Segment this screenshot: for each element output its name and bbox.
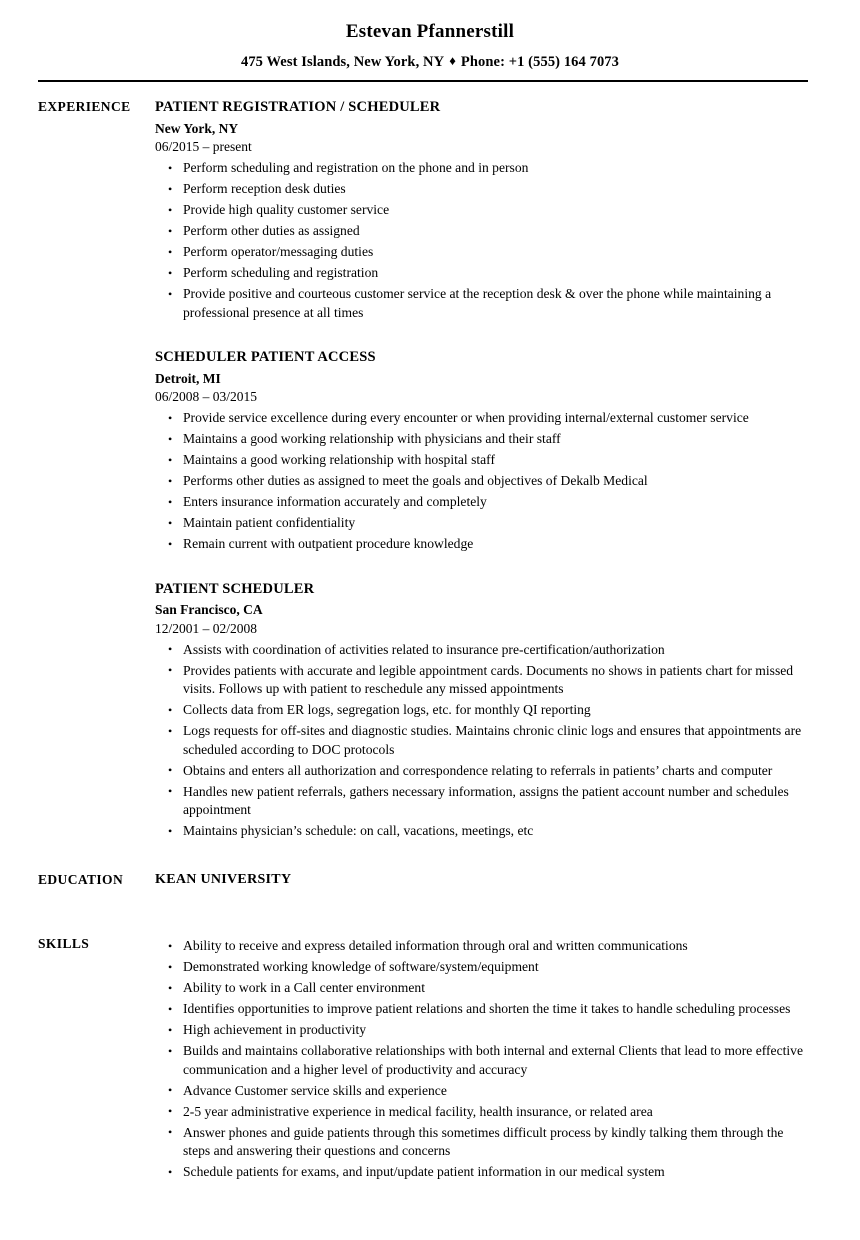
contact-address: 475 West Islands, New York, NY bbox=[240, 53, 445, 70]
list-item: • Collects data from ER logs, segregation logs, etc. for monthly QI reporting bbox=[155, 701, 810, 719]
list-item: • Perform scheduling and registration on the phone and in person bbox=[155, 159, 810, 177]
list-item: • Perform reception desk duties bbox=[155, 180, 810, 198]
job-title: PATIENT SCHEDULER bbox=[155, 580, 315, 597]
list-item: • Perform other duties as assigned bbox=[155, 222, 810, 240]
list-item: • Advance Customer service skills and experience bbox=[155, 1082, 810, 1100]
job-entry bbox=[155, 98, 810, 322]
list-item: • Provide positive and courteous customer service at the reception desk & over the phone while maintaining a professional presence at all times bbox=[155, 285, 810, 322]
list-item: • Maintains physician’s schedule: on call, vacations, meetings, etc bbox=[155, 822, 810, 840]
skills-section-body bbox=[155, 935, 810, 1182]
education-school-name: KEAN UNIVERSITY bbox=[155, 871, 292, 887]
job-location: New York, NY bbox=[155, 120, 239, 136]
list-item: • Schedule patients for exams, and input/update patient information in our medical system bbox=[155, 1163, 810, 1181]
list-item: • Demonstrated working knowledge of software/system/equipment bbox=[155, 958, 810, 976]
job-responsibility-list bbox=[155, 159, 810, 322]
job-responsibility-list bbox=[155, 641, 810, 841]
list-item: • Performs other duties as assigned to meet the goals and objectives of Dekalb Medical bbox=[155, 472, 810, 490]
list-item: • Provide service excellence during every encounter or when providing internal/external customer service bbox=[155, 409, 810, 427]
experience-section-label: EXPERIENCE bbox=[38, 99, 131, 115]
list-item: • High achievement in productivity bbox=[155, 1021, 810, 1039]
list-item: • Obtains and enters all authorization and correspondence relating to referrals in patients’ charts and computer bbox=[155, 762, 810, 780]
job-dates: 06/2008 – 03/2015 bbox=[155, 389, 258, 405]
list-item: • Answer phones and guide patients through this sometimes difficult process by kindly talking them through the steps and answering their questions and concerns bbox=[155, 1124, 810, 1161]
job-title: SCHEDULER PATIENT ACCESS bbox=[155, 349, 376, 366]
list-item: • Provides patients with accurate and legible appointment cards. Documents no shows in patients chart for missed visits. Follows up with patient to reschedule any missed appointments bbox=[155, 662, 810, 699]
list-item: • Builds and maintains collaborative relationships with both internal and external Clients that lead to more effective communication and a higher level of productivity and accuracy bbox=[155, 1042, 810, 1079]
list-item: • Perform scheduling and registration bbox=[155, 264, 810, 282]
list-item: • Assists with coordination of activities related to insurance pre-certification/authorization bbox=[155, 641, 810, 659]
education-section bbox=[0, 871, 860, 889]
job-location: San Francisco, CA bbox=[155, 602, 263, 618]
skills-list bbox=[155, 937, 810, 1181]
list-item: • Ability to receive and express detailed information through oral and written communications bbox=[155, 937, 810, 955]
list-item: • Logs requests for off-sites and diagnostic studies. Maintains chronic clinic logs and ensures that appointments are scheduled according to DOC protocols bbox=[155, 722, 810, 759]
list-item: • Remain current with outpatient procedure knowledge bbox=[155, 535, 810, 553]
list-item: • Perform operator/messaging duties bbox=[155, 243, 810, 261]
list-item: • Maintain patient confidentiality bbox=[155, 514, 810, 532]
job-dates: 12/2001 – 02/2008 bbox=[155, 620, 258, 636]
list-item: • Maintains a good working relationship with physicians and their staff bbox=[155, 430, 810, 448]
skills-section bbox=[0, 935, 860, 1182]
list-item: • Provide high quality customer service bbox=[155, 201, 810, 219]
education-section-body bbox=[155, 871, 810, 889]
header-divider bbox=[38, 80, 808, 83]
skills-section-label: SKILLS bbox=[38, 935, 90, 951]
experience-section-body bbox=[155, 98, 810, 840]
job-responsibility-list bbox=[155, 409, 810, 553]
list-item: • Ability to work in a Call center environment bbox=[155, 979, 810, 997]
list-item: • Handles new patient referrals, gathers necessary information, assigns the patient account number and schedules appointment bbox=[155, 783, 810, 820]
list-item: • Enters insurance information accurately and completely bbox=[155, 493, 810, 511]
job-title: PATIENT REGISTRATION / SCHEDULER bbox=[155, 99, 441, 116]
diamond-separator-icon: ♦ bbox=[449, 52, 456, 68]
list-item: • 2-5 year administrative experience in medical facility, health insurance, or related area bbox=[155, 1103, 810, 1121]
list-item: • Identifies opportunities to improve patient relations and shorten the time it takes to handle scheduling processes bbox=[155, 1000, 810, 1018]
education-section-label: EDUCATION bbox=[38, 871, 124, 887]
job-dates: 06/2015 – present bbox=[155, 139, 252, 155]
resume-header bbox=[0, 0, 860, 82]
list-item: • Maintains a good working relationship with hospital staff bbox=[155, 451, 810, 469]
experience-section bbox=[0, 98, 860, 840]
job-location: Detroit, MI bbox=[155, 370, 221, 386]
candidate-name: Estevan Pfannerstill bbox=[345, 21, 515, 42]
contact-line bbox=[0, 53, 860, 71]
job-entry bbox=[155, 580, 810, 841]
contact-phone: Phone: +1 (555) 164 7073 bbox=[460, 53, 619, 70]
job-entry bbox=[155, 348, 810, 554]
